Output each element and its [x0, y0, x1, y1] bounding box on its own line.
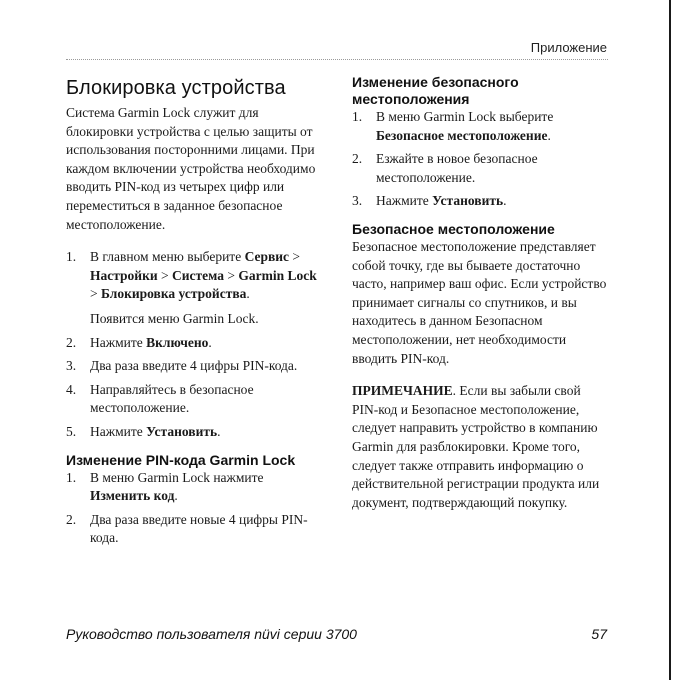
step-text-end: . [547, 127, 551, 143]
step-text: Нажмите [90, 334, 147, 350]
page-title: Блокировка устройства [66, 77, 286, 99]
step-number: 5. [66, 423, 77, 439]
step-number: 3. [352, 193, 363, 209]
step-text: Два раза введите 4 цифры PIN-кода. [90, 358, 298, 374]
step-number: 1. [66, 249, 77, 265]
list-item [66, 357, 324, 376]
step-text: В главном меню выберите [90, 249, 245, 265]
step-text-end: . [217, 423, 221, 439]
note-paragraph [352, 382, 610, 512]
list-item [66, 334, 324, 353]
enabled-option: Включено [146, 334, 209, 350]
step-text-end: . [503, 193, 507, 209]
menu-path-settings: Настройки [90, 267, 158, 283]
section-heading-change-location: Изменение безопасного местоположения [352, 74, 519, 107]
safe-location-option: Безопасное местоположение [376, 127, 548, 143]
menu-path-garmin-lock: Garmin Lock [238, 267, 317, 283]
step-number: 3. [66, 358, 77, 374]
step-number: 2. [66, 334, 77, 350]
step-number: 4. [66, 381, 77, 397]
step-text-end: . [208, 334, 212, 350]
list-item [66, 248, 324, 328]
menu-path-system: Система [172, 267, 225, 283]
change-location-steps-list [352, 108, 610, 211]
menu-path-device-lock: Блокировка устройства [101, 286, 247, 302]
step-text: Направляйтесь в безопасное местоположение. [90, 381, 254, 416]
step-number: 2. [352, 151, 363, 167]
step-text: Езжайте в новое безопасное местоположение. [376, 151, 538, 185]
path-separator: > [224, 267, 239, 283]
step-number: 2. [66, 511, 77, 527]
pin-steps-list [66, 469, 324, 548]
list-item [352, 192, 610, 211]
safe-location-paragraph: Безопасное местоположение представляет собой точку, где вы бываете достаточно часто, например ваш офис. Если устройство принимает сигналы со спутников, и вы находитесь в данном Безопасном местоположении, нет необходимости вводить PIN-код. [352, 238, 607, 366]
step-text: В меню Garmin Lock нажмите [90, 469, 264, 485]
set-option: Установить [146, 423, 218, 439]
section-heading-safe-location: Безопасное местоположение [352, 220, 555, 237]
step-text-end: . [246, 286, 250, 302]
step-text: Нажмите [90, 423, 147, 439]
step-text-end: . [174, 488, 178, 504]
change-code-option: Изменить код [90, 488, 175, 504]
menu-path-service: Сервис [244, 249, 290, 265]
page-edge-border [669, 0, 671, 680]
step-subnote: Появится меню Garmin Lock. [90, 310, 259, 326]
note-label: ПРИМЕЧАНИЕ [352, 383, 453, 399]
list-item [352, 108, 610, 145]
step-number: 1. [352, 109, 363, 124]
set-option: Установить [432, 193, 504, 209]
step-text: Нажмите [376, 193, 433, 209]
footer-manual-title: Руководство пользователя nüvi серии 3700 [66, 626, 357, 642]
left-column [66, 74, 324, 548]
intro-paragraph: Система Garmin Lock служит для блокировки устройства с целью защиты от использования посторонними лицами. При каждом включении устройства необходимо вводить PIN-код из четырех цифр или переместиться в заданное безопасное местоположение. [66, 105, 316, 232]
section-heading-pin: Изменение PIN-кода Garmin Lock [66, 451, 296, 468]
list-item [352, 150, 610, 187]
path-separator: > [289, 249, 301, 265]
list-item [66, 511, 324, 548]
right-column [352, 74, 610, 512]
step-text: Два раза введите новые 4 цифры PIN-кода. [90, 511, 308, 546]
list-item [66, 381, 324, 418]
list-item [66, 423, 324, 442]
path-separator: > [157, 267, 173, 283]
section-label: Приложение [530, 40, 607, 55]
step-number: 1. [66, 469, 77, 485]
page-number: 57 [591, 626, 607, 642]
note-text: . Если вы забыли свой PIN-код и Безопасное местоположение, следует направить устройство в компанию Garmin для разблокировки. Кроме того, следует также отправить информацию о действительной регистрации продукта или документ, подтверждающий покупку. [352, 383, 600, 510]
list-item [66, 469, 324, 506]
path-separator: > [90, 286, 101, 302]
header-divider [66, 59, 608, 60]
lock-steps-list [66, 248, 324, 441]
step-text: В меню Garmin Lock выберите [376, 109, 554, 124]
